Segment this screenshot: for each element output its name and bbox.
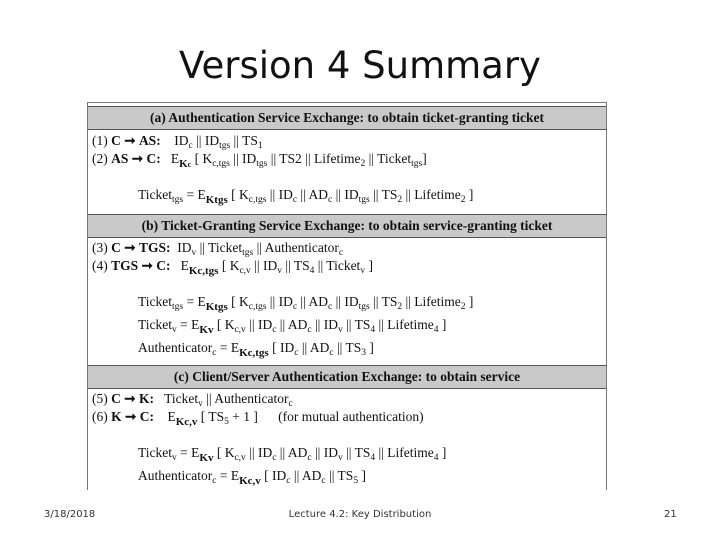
ticket-tgs-def-a: Ticket$_{tgs}$ = $E_{Ktgs}$ [ $K_{c,tgs}$ || $ID_c$ || $AD_c$ || $ID_{tgs}$ || $TS_2$ || Lifetime$_2$ ] bbox=[138, 187, 474, 206]
step-1: (1) C ➞ AS: $ID_c$ || $ID_{tgs}$ || $TS_1$ bbox=[92, 133, 263, 151]
kerberos-v4-figure bbox=[87, 102, 607, 490]
section-b-header: (b) Ticket-Granting Service Exchange: to obtain service-granting ticket bbox=[88, 214, 606, 238]
ticket-v-def-b: Ticket$_v$ = $E_{Kv}$ [ $K_{c,v}$ || $ID_c$ || $AD_c$ || $ID_v$ || $TS_4$ || Lifetime$_4$ ] bbox=[138, 317, 447, 336]
section-c-header: (c) Client/Server Authentication Exchange: to obtain service bbox=[88, 365, 606, 389]
ticket-v-def-c: Ticket$_v$ = $E_{Kv}$ [ $K_{c,v}$ || $ID_c$ || $AD_c$ || $ID_v$ || $TS_4$ || Lifetime$_4$ ] bbox=[138, 445, 447, 464]
footer-date: 3/18/2018 bbox=[44, 509, 96, 520]
section-a-header: (a) Authentication Service Exchange: to obtain ticket-granting ticket bbox=[88, 106, 606, 130]
step-6: (6) K ➞ C: $E_{Kc,v}$ [ $TS_5 + 1$ ] (for mutual authentication) bbox=[92, 409, 424, 428]
authenticator-def-c: Authenticator$_c$ = $E_{Kc,v}$ [ $ID_c$ || $AD_c$ || $TS_5$ ] bbox=[138, 468, 366, 487]
footer-lecture: Lecture 4.2: Key Distribution bbox=[288, 509, 432, 520]
page-number: 21 bbox=[664, 509, 677, 520]
authenticator-def-b: Authenticator$_c$ = $E_{Kc,tgs}$ [ $ID_c$ || $AD_c$ || $TS_3$ ] bbox=[138, 340, 374, 359]
mutual-auth-note: (for mutual authentication) bbox=[278, 409, 424, 424]
slide-title: Version 4 Summary bbox=[179, 44, 541, 87]
step-2: (2) AS ➞ C: $E_{Kc}$ [ $K_{c,tgs}$ || $ID_{tgs}$ || TS2 || Lifetime$_2$ || Ticket$_{tgs}$] bbox=[92, 151, 427, 170]
step-3: (3) C ➞ TGS: $ID_v$ || Ticket$_{tgs}$ || Authenticator$_c$ bbox=[92, 240, 344, 258]
step-4: (4) TGS ➞ C: $E_{Kc,tgs}$ [ $K_{c,v}$ || $ID_v$ || $TS_4$ || Ticket$_v$ ] bbox=[92, 258, 373, 277]
step-5: (5) C ➞ K: Ticket$_v$ || Authenticator$_c$ bbox=[92, 391, 293, 409]
ticket-tgs-def-b: Ticket$_{tgs}$ = $E_{Ktgs}$ [ $K_{c,tgs}$ || $ID_c$ || $AD_c$ || $ID_{tgs}$ || $TS_2$ || Lifetime$_2$ ] bbox=[138, 294, 474, 313]
